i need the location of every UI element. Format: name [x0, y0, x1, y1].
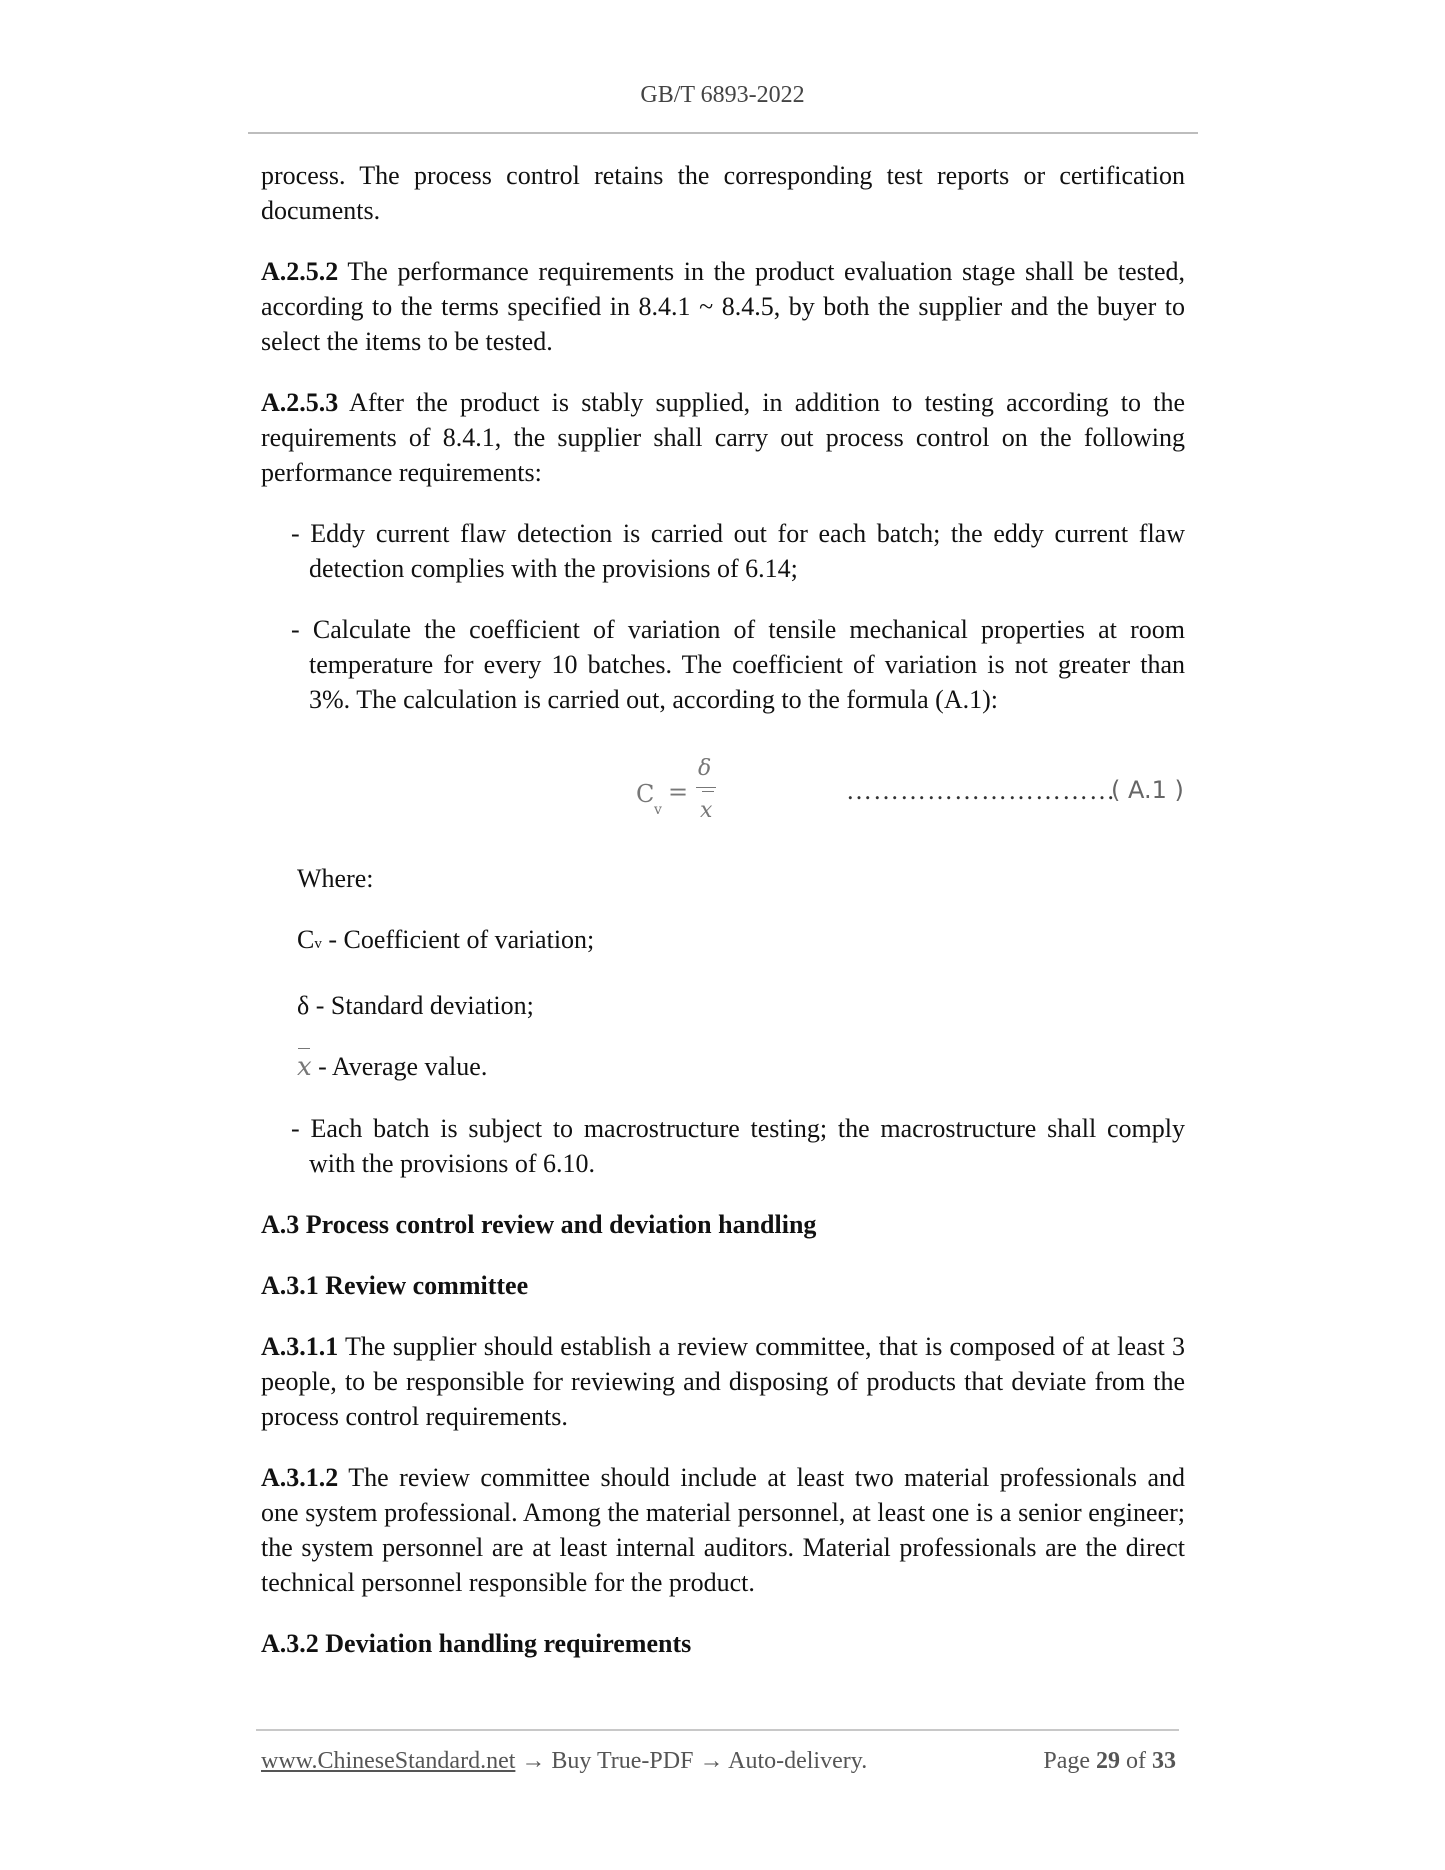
paragraph-continuation: process. The process control retains the corresponding test reports or certification documents.	[261, 161, 1185, 225]
footer-promo	[261, 1748, 867, 1775]
where-delta: δ - Standard deviation;	[297, 991, 534, 1020]
footer-divider	[256, 1729, 1179, 1731]
clause-text: The performance requirements in the product evaluation stage shall be tested, according to the terms specified in 8.4.1 ~ 8.4.5, by both the supplier and the buyer to select the items to be tested.	[261, 257, 1185, 356]
header-divider	[248, 132, 1198, 134]
clause-a-2-5-2	[261, 254, 1185, 359]
current-page: 29	[1096, 1748, 1120, 1774]
formula-denominator: x	[700, 793, 712, 828]
clause-number: A.3.1.1	[261, 1332, 339, 1361]
x-bar-symbol: x	[297, 1052, 312, 1082]
page-header: GB/T 6893-2022	[640, 82, 805, 108]
formula-equals: =	[668, 778, 689, 806]
section-heading-a-3: A.3 Process control review and deviation handling	[261, 1210, 817, 1239]
cv-subscript: v	[314, 936, 322, 952]
bullet-eddy-current: - Eddy current flaw detection is carried out for each batch; the eddy current flaw detection complies with the provisions of 6.14;	[291, 519, 1185, 583]
formula-lhs: C	[636, 780, 655, 808]
fraction-bar	[696, 787, 716, 788]
formula-leader-dots: …………………………	[846, 776, 1116, 805]
clause-text: After the product is stably supplied, in addition to testing according to the requirements of 8.4.1, the supplier shall carry out process control on the following performance requirements:	[261, 388, 1185, 487]
page-prefix: Page	[1043, 1748, 1096, 1774]
bullet-macrostructure: - Each batch is subject to macrostructure testing; the macrostructure shall comply with the provisions of 6.10.	[291, 1114, 1185, 1178]
average-definition: - Average value.	[311, 1052, 488, 1081]
formula-lhs-subscript: v	[654, 802, 662, 818]
formula-label: ( A.1 )	[1111, 776, 1184, 804]
where-cv	[297, 922, 1185, 962]
clause-a-2-5-3	[261, 385, 1185, 490]
bullet-coefficient-variation: - Calculate the coefficient of variation of tensile mechanical properties at room temperature for every 10 batches. The coefficient of variation is not greater than 3%. The calculation is carried out, according to the formula (A.1):	[291, 615, 1185, 714]
formula-numerator: δ	[698, 756, 712, 781]
page-of: of	[1120, 1748, 1152, 1774]
clause-text: The supplier should establish a review committee, that is composed of at least 3 people, to be responsible for reviewing and disposing of products that deviate from the process control requirements.	[261, 1332, 1185, 1431]
where-average	[297, 1049, 1185, 1085]
formula-a-1	[261, 743, 1185, 835]
clause-a-3-1-1	[261, 1329, 1185, 1434]
clause-number: A.2.5.2	[261, 257, 339, 286]
cv-symbol: C	[297, 925, 315, 954]
section-heading-a-3-1: A.3.1 Review committee	[261, 1271, 529, 1300]
footer-tagline: → Buy True-PDF → Auto-delivery.	[515, 1748, 868, 1774]
section-heading-a-3-2: A.3.2 Deviation handling requirements	[261, 1629, 692, 1658]
formula-expression	[636, 751, 746, 831]
where-intro: Where:	[297, 864, 374, 893]
website-link[interactable]: www.ChineseStandard.net	[261, 1748, 516, 1774]
cv-definition: - Coefficient of variation;	[321, 925, 595, 954]
clause-a-3-1-2	[261, 1460, 1185, 1600]
clause-text: The review committee should include at least two material professionals and one system professional. Among the material personnel, at least one is a senior engineer; the system personnel are at least internal auditors. Material professionals are the direct technical personnel responsible for the product.	[261, 1463, 1185, 1597]
clause-number: A.3.1.2	[261, 1463, 339, 1492]
page-number	[1043, 1748, 1176, 1775]
document-body	[261, 158, 1185, 1687]
total-pages: 33	[1152, 1748, 1176, 1774]
clause-number: A.2.5.3	[261, 388, 339, 417]
